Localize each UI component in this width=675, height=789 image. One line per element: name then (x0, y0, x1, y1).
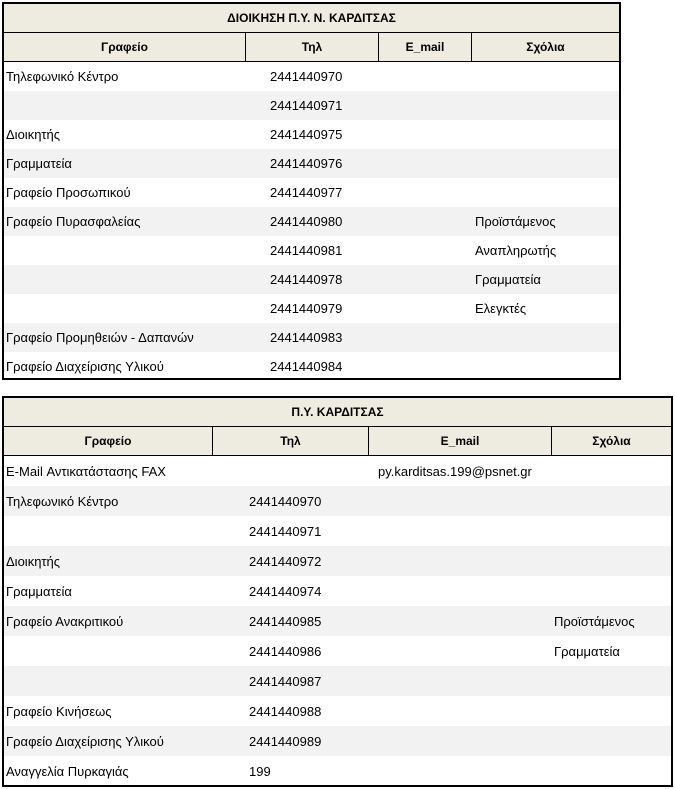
table-row (4, 91, 619, 120)
cell-email (379, 149, 472, 178)
table-row (4, 696, 671, 726)
cell-phone: 2441440970 (249, 493, 322, 509)
cell-email (379, 62, 472, 91)
cell-phone: 2441440989 (249, 733, 322, 749)
header-phone: Τηλ (213, 427, 369, 455)
cell-office: Γραφείο Διαχείρισης Υλικού (6, 359, 164, 374)
table-title: ΔΙΟΙΚΗΣΗ Π.Υ. Ν. ΚΑΡΔΙΤΣΑΣ (4, 4, 619, 33)
table-row (4, 756, 671, 786)
cell-office: Γραμματεία (6, 583, 72, 599)
cell-email (379, 207, 472, 236)
cell-office: Γραφείο Διαχείρισης Υλικού (6, 733, 164, 749)
header-comments: Σχόλια (526, 40, 565, 54)
directory-table-administration (2, 2, 621, 380)
cell-comment: Γραμματεία (554, 643, 620, 659)
cell-office: Γραμματεία (6, 156, 72, 171)
cell-comment (472, 352, 619, 381)
cell-office: Γραφείο Κινήσεως (6, 703, 112, 719)
cell-comment (472, 178, 619, 207)
table-header (4, 33, 619, 62)
cell-comment: Προϊστάμενος (554, 613, 635, 629)
cell-office: Τηλεφωνικό Κέντρο (6, 69, 119, 84)
cell-phone: 2441440979 (270, 301, 343, 316)
table-row (4, 516, 671, 546)
cell-phone: 2441440987 (249, 673, 322, 689)
cell-phone: 199 (249, 763, 271, 779)
cell-comment (552, 456, 671, 486)
header-email: E_mail (369, 427, 552, 455)
cell-email (379, 294, 472, 323)
cell-comment (472, 91, 619, 120)
cell-email (379, 265, 472, 294)
cell-comment (552, 486, 671, 516)
cell-phone: 2441440971 (249, 523, 322, 539)
table-header (4, 427, 671, 456)
cell-email: py.karditsas.199@psnet.gr (378, 463, 532, 479)
cell-email (369, 486, 552, 516)
cell-office: E-Mail Αντικατάστασης FAX (6, 463, 166, 479)
cell-phone: 2441440980 (270, 214, 343, 229)
cell-email (369, 516, 552, 546)
table-title: Π.Υ. ΚΑΡΔΙΤΣΑΣ (4, 398, 671, 427)
table-row (4, 666, 671, 696)
cell-office: Αναγγελία Πυρκαγιάς (6, 763, 129, 779)
table-row (4, 62, 619, 91)
cell-phone: 2441440976 (270, 156, 343, 171)
cell-comment (552, 516, 671, 546)
table-row (4, 323, 619, 352)
table-row (4, 456, 671, 486)
cell-email (379, 120, 472, 149)
table-body (4, 62, 619, 381)
table-row (4, 486, 671, 516)
table-row (4, 546, 671, 576)
table-row (4, 236, 619, 265)
cell-comment (552, 756, 671, 786)
cell-comment: Αναπληρωτής (475, 243, 557, 258)
cell-email (379, 323, 472, 352)
cell-comment (552, 546, 671, 576)
cell-phone: 2441440981 (270, 243, 343, 258)
table-row (4, 606, 671, 636)
table-row (4, 352, 619, 381)
cell-office: Γραφείο Ανακριτικού (6, 613, 124, 629)
table-row (4, 265, 619, 294)
header-office: Γραφείο (4, 33, 246, 61)
cell-comment: Προϊστάμενος (475, 214, 556, 229)
cell-phone: 2441440972 (249, 553, 322, 569)
table-row (4, 294, 619, 323)
cell-comment: Ελεγκτές (475, 301, 527, 316)
cell-office: Γραφείο Προμηθειών - Δαπανών (6, 330, 194, 345)
cell-email (369, 726, 552, 756)
cell-email (369, 666, 552, 696)
cell-phone: 2441440985 (249, 613, 322, 629)
table-body (4, 456, 671, 786)
cell-phone: 2441440984 (270, 359, 343, 374)
cell-email (369, 606, 552, 636)
cell-office (4, 236, 246, 265)
cell-email (379, 178, 472, 207)
cell-phone: 2441440975 (270, 127, 343, 142)
cell-comment (472, 323, 619, 352)
directory-table-fire-service (2, 396, 673, 787)
cell-phone (213, 456, 369, 486)
cell-office: Γραφείο Προσωπικού (6, 185, 131, 200)
header-email: E_mail (379, 33, 472, 61)
cell-office: Διοικητής (6, 553, 61, 569)
cell-email (369, 696, 552, 726)
cell-office: Διοικητής (6, 127, 61, 142)
table-row (4, 636, 671, 666)
cell-office (4, 91, 246, 120)
cell-phone: 2441440986 (249, 643, 322, 659)
cell-comment (472, 62, 619, 91)
cell-email (369, 546, 552, 576)
cell-comment (552, 576, 671, 606)
cell-comment (472, 149, 619, 178)
cell-phone: 2441440983 (270, 330, 343, 345)
table-row (4, 178, 619, 207)
cell-comment (552, 696, 671, 726)
table-row (4, 120, 619, 149)
cell-phone: 2441440974 (249, 583, 322, 599)
cell-office (4, 265, 246, 294)
cell-comment: Γραμματεία (475, 272, 541, 287)
cell-phone: 2441440977 (270, 185, 343, 200)
cell-email (379, 91, 472, 120)
cell-comment (552, 726, 671, 756)
table-row (4, 576, 671, 606)
table-row (4, 726, 671, 756)
cell-email (369, 576, 552, 606)
header-office: Γραφείο (4, 427, 213, 455)
cell-phone: 2441440970 (270, 69, 343, 84)
cell-office: Γραφείο Πυρασφαλείας (6, 214, 141, 229)
cell-phone: 2441440978 (270, 272, 343, 287)
header-comments: Σχόλια (592, 434, 631, 448)
cell-email (369, 636, 552, 666)
cell-phone: 2441440988 (249, 703, 322, 719)
cell-email (369, 756, 552, 786)
cell-office (4, 636, 213, 666)
header-phone: Τηλ (246, 33, 379, 61)
cell-office (4, 294, 246, 323)
cell-comment (472, 120, 619, 149)
table-row (4, 207, 619, 236)
cell-office (4, 666, 213, 696)
cell-email (379, 236, 472, 265)
cell-office (4, 516, 213, 546)
cell-office: Τηλεφωνικό Κέντρο (6, 493, 119, 509)
cell-comment (552, 666, 671, 696)
table-row (4, 149, 619, 178)
cell-phone: 2441440971 (270, 98, 343, 113)
cell-email (379, 352, 472, 381)
